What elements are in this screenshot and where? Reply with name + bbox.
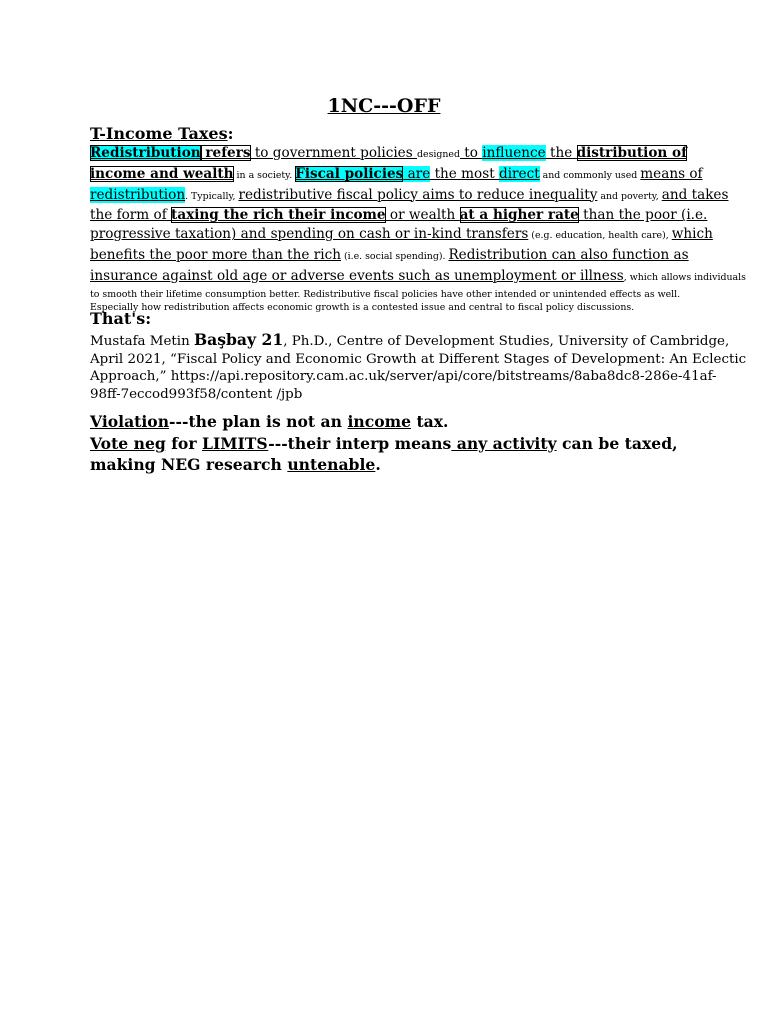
voter-line-1 xyxy=(90,433,690,455)
arg-span: ---their interp means xyxy=(268,433,452,453)
card-span: . Typically, xyxy=(185,190,239,202)
arg-span: for xyxy=(165,433,202,453)
card-span: which xyxy=(671,226,713,243)
card-span: to government policies xyxy=(250,145,418,161)
card-span: and takes xyxy=(661,186,729,203)
card-span: the form of xyxy=(90,207,172,224)
citation-line-4: 98ff-7eccod993f58/content /jpb xyxy=(90,386,303,402)
card-line-5 xyxy=(90,225,713,246)
card-line-9: Especially how redistribution affects economic growth is a contested issue and central to fiscal policy discussions. xyxy=(90,301,635,313)
card-tag xyxy=(90,124,233,143)
card-line-4 xyxy=(90,206,708,225)
arg-span: tax. xyxy=(411,412,449,431)
card-line-6 xyxy=(90,246,689,267)
card-span: means of xyxy=(640,165,703,182)
card-span: redistributive fiscal policy aims to reduce inequality xyxy=(238,186,598,203)
card-span: (i.e. social spending). xyxy=(340,250,449,262)
citation-line-3: Approach,” https://api.repository.cam.ac.uk/server/api/core/bitstreams/8aba8dc8-286e-41af- xyxy=(90,369,717,385)
card-span: or wealth xyxy=(385,207,460,224)
tag-colon: : xyxy=(227,124,234,143)
arg-span: . xyxy=(375,455,381,474)
evidence-card xyxy=(90,144,746,314)
tag-text: T-Income Taxes xyxy=(90,124,228,143)
card-span: income and wealth xyxy=(90,165,234,182)
violation-line xyxy=(90,411,690,433)
citation-span: Mustafa Metin xyxy=(90,334,194,349)
citation-line-2: April 2021, “Fiscal Policy and Economic Growth at Different Stages of Development: An Eclectic xyxy=(90,351,747,367)
card-span: than the poor (i.e. xyxy=(578,207,708,224)
card-span: direct xyxy=(499,165,540,182)
citation xyxy=(90,330,747,403)
card-span: in a society. xyxy=(233,169,296,181)
card-line-7 xyxy=(90,267,746,288)
card-span: and commonly used xyxy=(539,169,641,181)
arg-span: untenable xyxy=(287,455,376,474)
card-span: benefits the poor more than the rich xyxy=(90,246,341,263)
card-span: and poverty, xyxy=(597,190,662,202)
card-span: distribution of xyxy=(576,145,687,161)
arg-span: any activity xyxy=(451,433,557,453)
card-span: (e.g. education, health care), xyxy=(528,230,672,242)
card-span: Redistribution xyxy=(90,145,201,161)
argument-block xyxy=(90,411,690,476)
arg-span: income xyxy=(347,412,412,431)
card-span: taxing the rich their income xyxy=(171,207,386,224)
voter-label: Vote neg xyxy=(90,433,166,453)
card-line-2 xyxy=(90,165,703,186)
card-span: designed xyxy=(417,149,460,160)
card-span: redistribution xyxy=(90,186,186,203)
card-line-1 xyxy=(90,144,687,165)
citation-span: , Ph.D., Centre of Development Studies, University of Cambridge, xyxy=(283,334,730,349)
thats-heading: That's: xyxy=(90,309,152,328)
arg-span: can be taxed, xyxy=(556,433,678,453)
card-line-8: to smooth their lifetime consumption better. Redistributive fiscal policies have other intended or unintended effects as well. xyxy=(90,288,681,300)
arg-span: LIMITS xyxy=(201,433,269,453)
card-span: refers xyxy=(200,145,251,161)
card-span: , which allows individuals xyxy=(623,271,746,283)
page-title: 1NC---OFF xyxy=(327,95,441,117)
card-span: to xyxy=(459,145,483,161)
citation-author: Başbay 21 xyxy=(193,330,284,349)
card-span: are xyxy=(403,165,431,182)
arg-span: making NEG research xyxy=(90,455,288,474)
card-span: Redistribution can also function as xyxy=(448,246,689,263)
card-span: at a higher rate xyxy=(459,207,579,224)
card-line-3 xyxy=(90,186,729,207)
card-span: insurance against old age or adverse events such as unemployment or illness xyxy=(90,267,624,284)
card-span: progressive taxation) and spending on cash or in-kind transfers xyxy=(90,226,529,243)
voter-line-2 xyxy=(90,454,690,476)
citation-line-1 xyxy=(90,330,730,351)
card-span: Fiscal policies xyxy=(295,165,404,182)
card-span: the xyxy=(545,145,577,161)
arg-span: ---the plan is not an xyxy=(169,412,348,431)
card-span: influence xyxy=(482,145,546,161)
card-span: the most xyxy=(430,165,499,182)
violation-label: Violation xyxy=(90,412,170,431)
